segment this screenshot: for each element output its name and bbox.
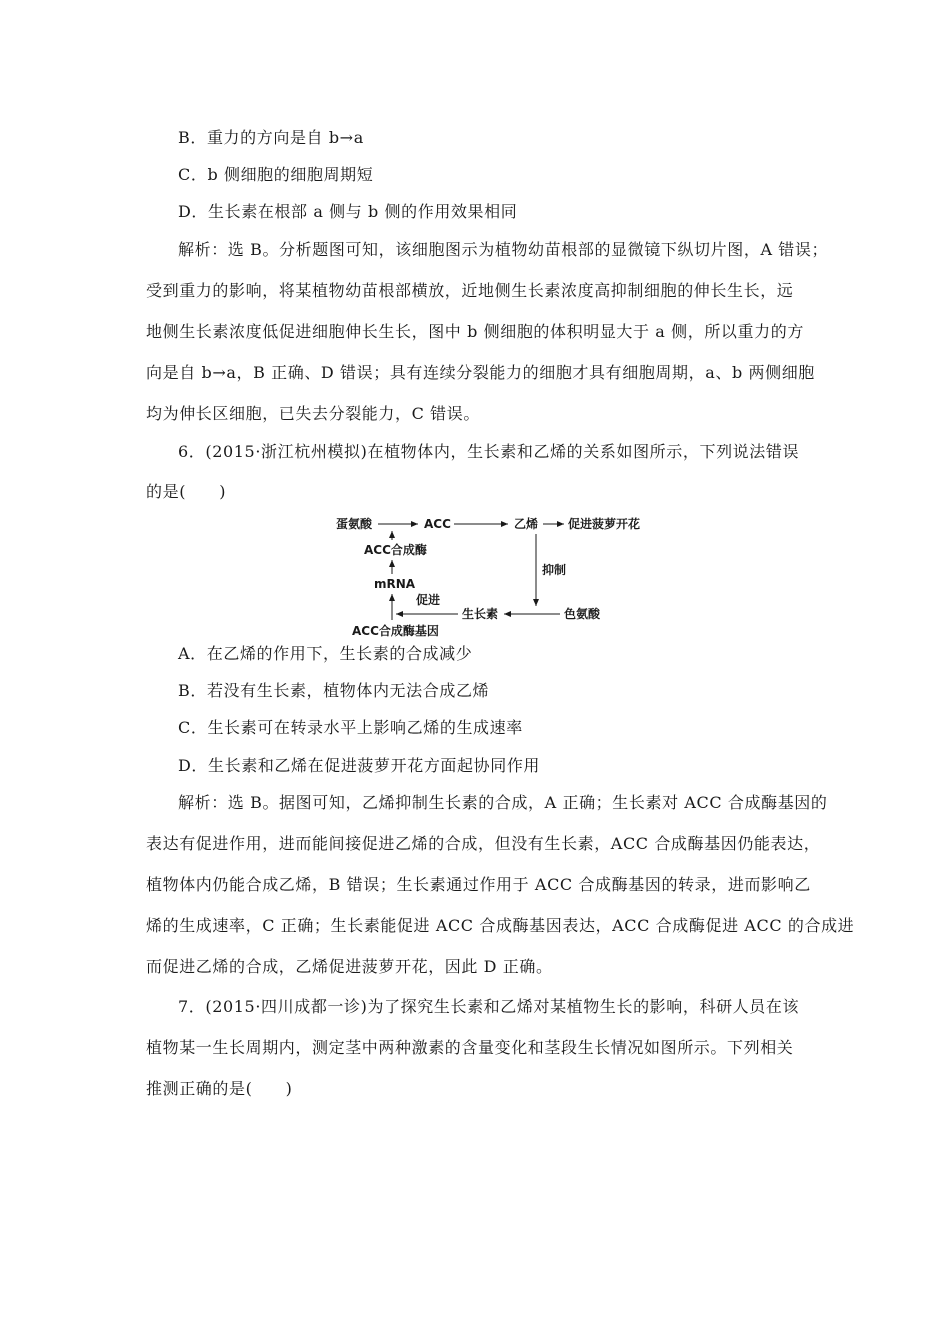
label-promote: 促进 — [416, 593, 441, 607]
q5-option-d: D．生长素在根部 a 侧与 b 侧的作用效果相同 — [178, 202, 518, 221]
q6-analysis-line: 而促进乙烯的合成，乙烯促进菠萝开花，因此 D 正确。 — [146, 957, 553, 976]
node-acc: ACC — [424, 517, 451, 531]
q6-analysis-line: 表达有促进作用，进而能间接促进乙烯的合成，但没有生长素，ACC 合成酶基因仍能表达， — [146, 834, 821, 853]
q6-option-d: D．生长素和乙烯在促进菠萝开花方面起协同作用 — [178, 756, 541, 775]
q7-stem-line: 植物某一生长周期内，测定茎中两种激素的含量变化和茎段生长情况如图所示。下列相关 — [146, 1038, 794, 1057]
q6-option-a: A．在乙烯的作用下，生长素的合成减少 — [178, 644, 473, 663]
q6-option-c: C．生长素可在转录水平上影响乙烯的生成速率 — [178, 718, 523, 737]
auxin-ethylene-diagram — [330, 508, 660, 638]
node-tryptophan: 色氨酸 — [564, 607, 601, 621]
q6-option-b: B．若没有生长素，植物体内无法合成乙烯 — [178, 681, 490, 700]
q5-analysis-line: 受到重力的影响，将某植物幼苗根部横放，近地侧生长素浓度高抑制细胞的伸长生长，远 — [146, 281, 794, 300]
node-methionine: 蛋氨酸 — [336, 517, 373, 531]
q6-stem-line: 的是( ) — [146, 482, 227, 501]
q6-analysis-line: 植物体内仍能合成乙烯，B 错误；生长素通过作用于 ACC 合成酶基因的转录，进而影响乙 — [146, 875, 811, 894]
q5-analysis-line: 向是自 b→a，B 正确、D 错误；具有连续分裂能力的细胞才具有细胞周期，a、b 两侧细胞 — [146, 363, 815, 382]
q6-analysis-line: 烯的生成速率，C 正确；生长素能促进 ACC 合成酶基因表达，ACC 合成酶促进 ACC 的合成进 — [146, 916, 855, 935]
node-mrna: mRNA — [374, 577, 416, 591]
q5-analysis-line: 地侧生长素浓度低促进细胞伸长生长，图中 b 侧细胞的体积明显大于 a 侧，所以重力的方 — [146, 322, 804, 341]
label-inhibit: 抑制 — [542, 563, 567, 577]
q7-stem-line: 推测正确的是( ) — [146, 1079, 293, 1098]
q6-analysis-line: 解析：选 B。据图可知，乙烯抑制生长素的合成，A 正确；生长素对 ACC 合成酶基因的 — [178, 793, 828, 812]
node-auxin: 生长素 — [462, 607, 499, 621]
q5-analysis-line: 均为伸长区细胞，已失去分裂能力，C 错误。 — [146, 404, 480, 423]
q5-option-c: C．b 侧细胞的细胞周期短 — [178, 165, 374, 184]
q7-stem-line: 7．(2015·四川成都一诊)为了探究生长素和乙烯对某植物生长的影响，科研人员在该 — [178, 997, 800, 1016]
q5-option-b: B．重力的方向是自 b→a — [178, 128, 364, 147]
q6-stem-line: 6．(2015·浙江杭州模拟)在植物体内，生长素和乙烯的关系如图所示，下列说法错误 — [178, 442, 800, 461]
node-pineapple-flowering: 促进菠萝开花 — [568, 517, 641, 531]
q5-analysis-line: 解析：选 B。分析题图可知，该细胞图示为植物幼苗根部的显微镜下纵切片图，A 错误； — [178, 240, 829, 259]
node-ethylene: 乙烯 — [514, 517, 539, 531]
node-acc-synthase-gene: ACC合成酶基因 — [352, 624, 439, 638]
node-acc-synthase: ACC合成酶 — [364, 543, 427, 557]
